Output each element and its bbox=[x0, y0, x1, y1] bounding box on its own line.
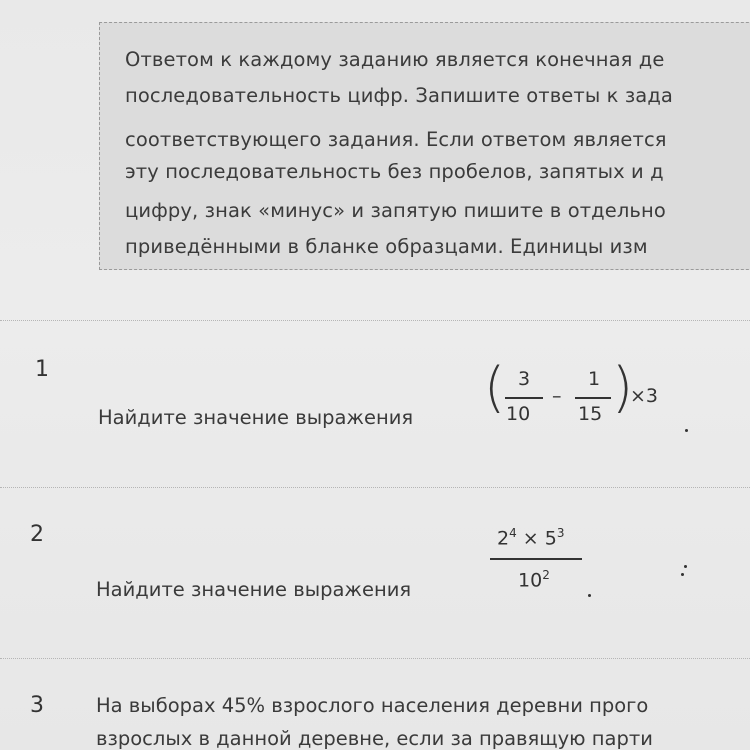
right-paren: ) bbox=[612, 356, 634, 419]
task-number: 2 bbox=[30, 522, 44, 547]
divider bbox=[0, 487, 750, 488]
fraction-1-numerator: 3 bbox=[518, 368, 531, 390]
task-text: Найдите значение выражения bbox=[98, 406, 414, 429]
task-number: 1 bbox=[35, 357, 49, 382]
instruction-line-2: последовательность цифр. Запишите ответы к зада bbox=[125, 84, 673, 107]
divider bbox=[0, 320, 750, 321]
instruction-line-1: Ответом к каждому заданию является конечная де bbox=[125, 48, 665, 71]
divider bbox=[0, 658, 750, 659]
pen-mark bbox=[684, 565, 687, 568]
left-paren: ( bbox=[484, 356, 506, 419]
times-three: ×3 bbox=[630, 385, 659, 407]
base-two: 2 bbox=[497, 527, 510, 550]
exponent-three: 3 bbox=[556, 526, 565, 540]
fraction-bar bbox=[490, 558, 582, 560]
base-ten: 10 bbox=[518, 569, 543, 592]
base-five: 5 bbox=[544, 527, 557, 550]
fraction-2-denominator: 15 bbox=[578, 403, 603, 425]
fraction-1-bar bbox=[505, 397, 543, 399]
exponent-two: 2 bbox=[542, 568, 550, 582]
task-text-line-2: взрослых в данной деревне, если за правящую парти bbox=[96, 727, 653, 750]
task-number: 3 bbox=[30, 693, 44, 718]
pen-mark bbox=[681, 573, 684, 576]
exponent-four: 4 bbox=[509, 526, 517, 540]
period bbox=[588, 594, 591, 597]
fraction-1-denominator: 10 bbox=[506, 403, 531, 425]
period bbox=[685, 429, 688, 432]
numerator bbox=[497, 526, 564, 549]
times-sign: × bbox=[516, 527, 545, 550]
instruction-line-6: приведёнными в бланке образцами. Единицы изм bbox=[125, 235, 648, 258]
fraction-2-numerator: 1 bbox=[588, 368, 601, 390]
instruction-line-5: цифру, знак «минус» и запятую пишите в отдельно bbox=[125, 199, 666, 222]
instruction-line-4: эту последовательность без пробелов, запятых и д bbox=[125, 160, 664, 183]
instruction-line-3: соответствующего задания. Если ответом является bbox=[125, 128, 667, 151]
minus-sign: – bbox=[552, 385, 562, 407]
denominator bbox=[518, 568, 550, 591]
fraction-2-bar bbox=[575, 397, 611, 399]
task-text: Найдите значение выражения bbox=[96, 578, 412, 601]
task-text-line-1: На выборах 45% взрослого населения деревни прого bbox=[96, 694, 649, 717]
